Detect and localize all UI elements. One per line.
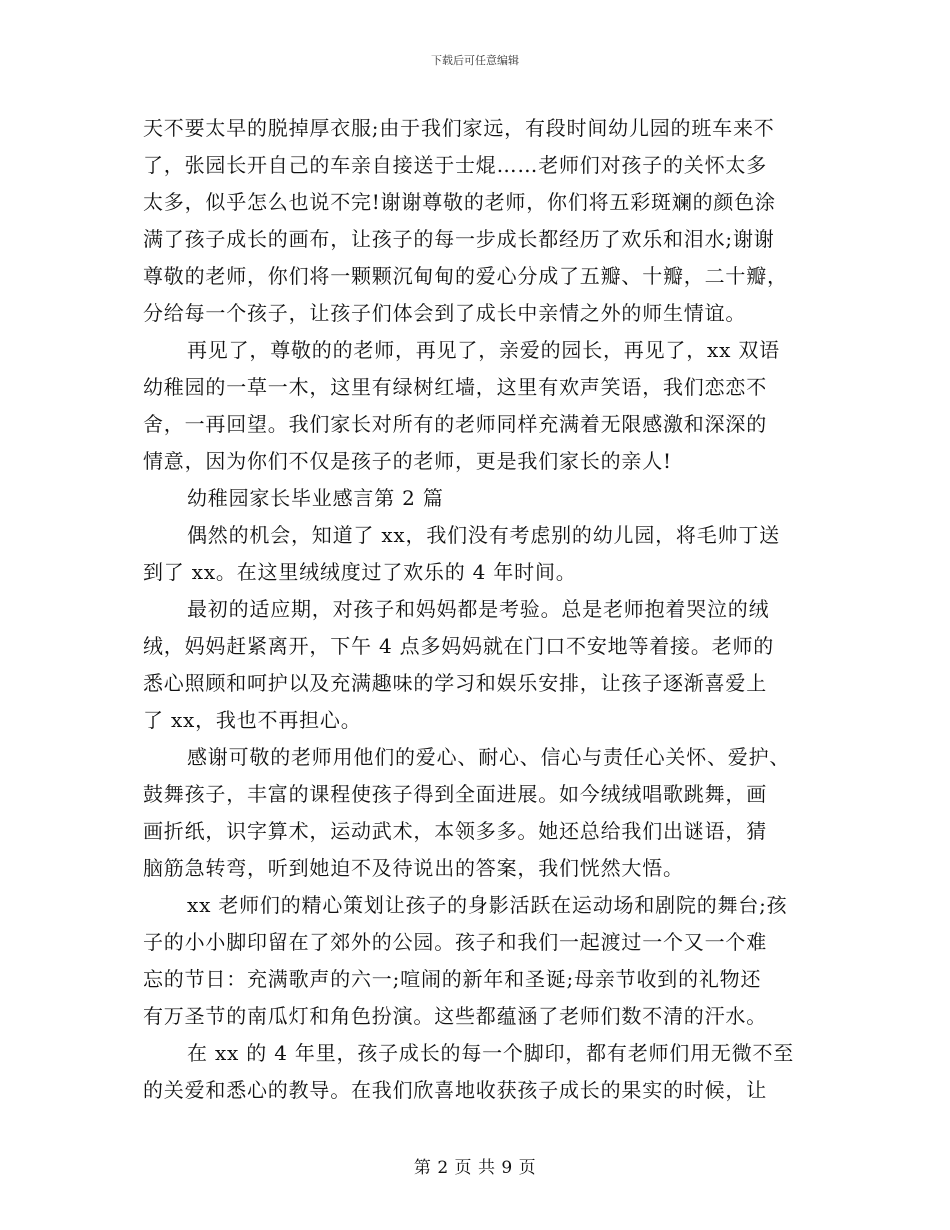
paragraph-start-line: xx 老师们的精心策划让孩子的身影活跃在运动场和剧院的舞台;孩 (187, 893, 788, 917)
paragraph-start-line: 感谢可敬的老师用他们的爱心、耐心、信心与责任心关怀、爱护、 (187, 745, 791, 769)
text-line: 悉心照顾和呵护以及充满趣味的学习和娱乐安排，让孩子逐渐喜爱上 (143, 671, 767, 695)
paragraph-start-line: 再见了，尊敬的的老师，再见了，亲爱的园长，再见了，xx 双语 (187, 338, 780, 362)
text-line: 情意，因为你们不仅是孩子的老师，更是我们家长的亲人! (143, 449, 672, 473)
text-line: 绒，妈妈赶紧离开，下午 4 点多妈妈就在门口不安地等着接。老师的 (143, 634, 775, 658)
text-line: 有万圣节的南瓜灯和角色扮演。这些都蕴涵了老师们数不清的汗水。 (143, 1004, 767, 1028)
text-line: 太多，似乎怎么也说不完!谢谢尊敬的老师，你们将五彩斑斓的颜色涂 (143, 190, 776, 214)
text-line: 脑筋急转弯，听到她迫不及待说出的答案，我们恍然大悟。 (143, 856, 684, 880)
text-line: 舍，一再回望。我们家长对所有的老师同样充满着无限感激和深深的 (143, 412, 767, 436)
text-line: 到了 xx。在这里绒绒度过了欢乐的 4 年时间。 (143, 560, 577, 584)
text-line: 分给每一个孩子，让孩子们体会到了成长中亲情之外的师生情谊。 (143, 301, 747, 325)
text-line: 尊敬的老师，你们将一颗颗沉甸甸的爱心分成了五瓣、十瓣，二十瓣， (143, 264, 788, 288)
text-line: 画折纸，识字算术，运动武术，本领多多。她还总给我们出谜语，猜 (143, 819, 767, 843)
text-line: 的关爱和悉心的教导。在我们欣喜地收获孩子成长的果实的时候，让 (143, 1078, 767, 1102)
text-line: 子的小小脚印留在了郊外的公园。孩子和我们一起渡过一个又一个难 (143, 930, 767, 954)
paragraph-start-line: 偶然的机会，知道了 xx，我们没有考虑别的幼儿园，将毛帅丁送 (187, 523, 780, 547)
paragraph-start-line: 在 xx 的 4 年里，孩子成长的每一个脚印，都有老师们用无微不至 (187, 1041, 795, 1065)
text-line: 鼓舞孩子，丰富的课程使孩子得到全面进展。如今绒绒唱歌跳舞，画 (143, 782, 767, 806)
text-line: 幼稚园的一草一木，这里有绿树红墙，这里有欢声笑语，我们恋恋不 (143, 375, 767, 399)
text-line: 忘的节日：充满歌声的六一;喧闹的新年和圣诞;母亲节收到的礼物还 (143, 967, 762, 991)
text-line: 了，张园长开自己的车亲自接送于士焜……老师们对孩子的关怀太多 (143, 153, 767, 177)
page-number-footer: 第 2 页 共 9 页 (413, 1158, 537, 1178)
text-line: 满了孩子成长的画布，让孩子的每一步成长都经历了欢乐和泪水;谢谢 (143, 227, 775, 251)
section-heading: 幼稚园家长毕业感言第 2 篇 (187, 486, 444, 510)
document-body (143, 110, 808, 1109)
page-header-note: 下载后可任意编辑 (431, 54, 519, 67)
text-line: 了 xx，我也不再担心。 (143, 708, 362, 732)
paragraph-start-line: 最初的适应期，对孩子和妈妈都是考验。总是老师抱着哭泣的绒 (187, 597, 770, 621)
text-line: 天不要太早的脱掉厚衣服;由于我们家远，有段时间幼儿园的班车来不 (143, 116, 775, 140)
